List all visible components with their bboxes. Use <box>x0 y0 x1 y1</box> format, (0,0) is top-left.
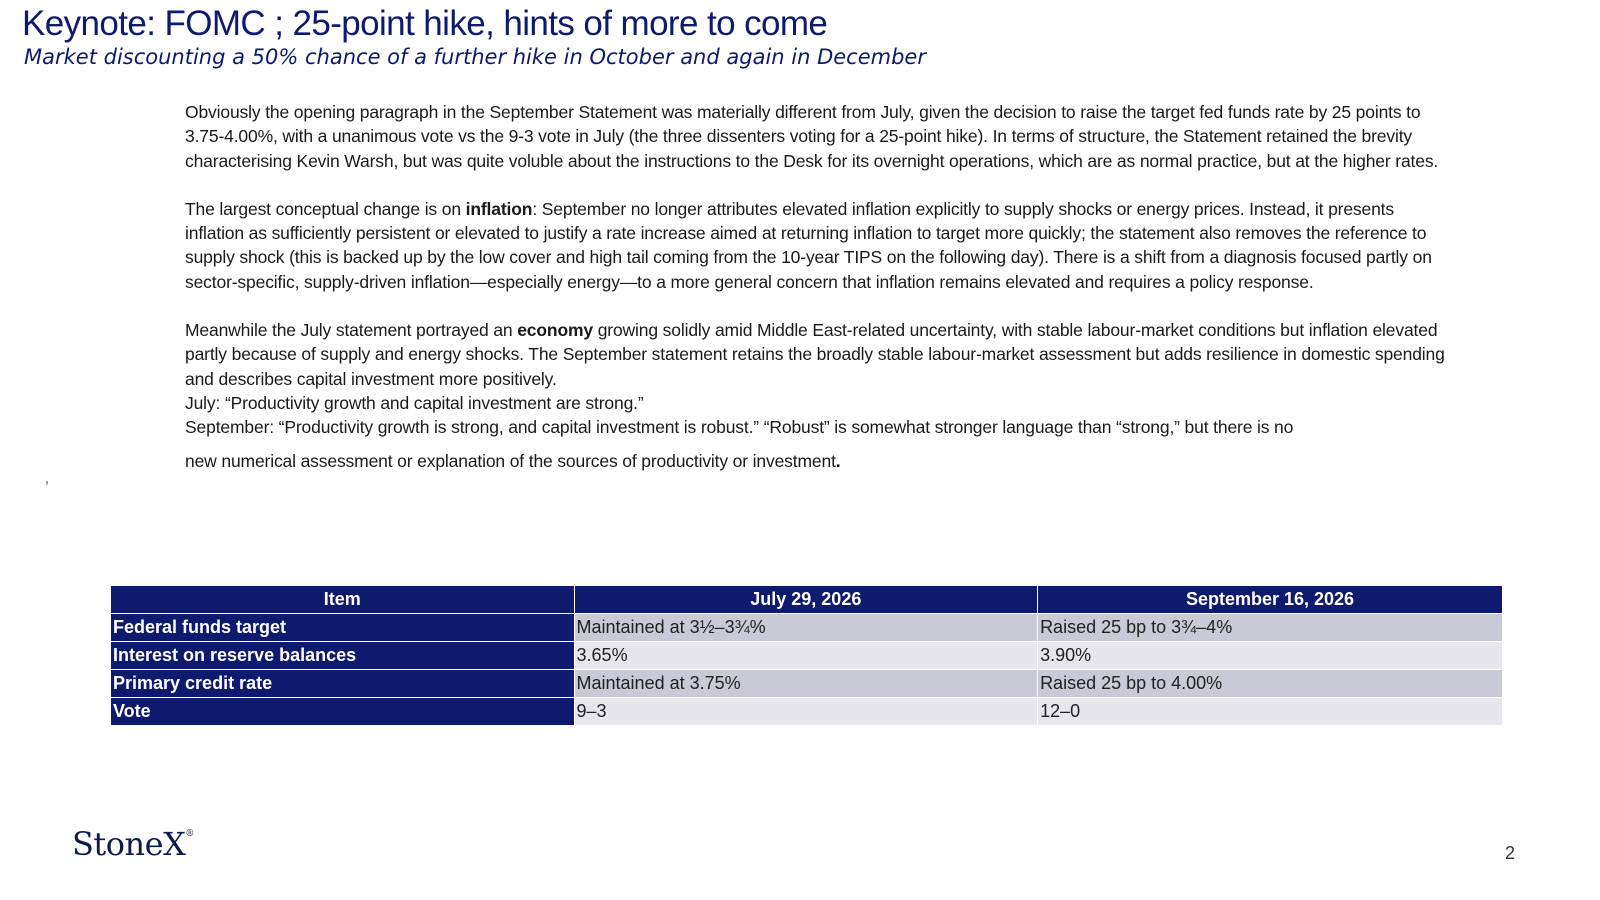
cell-july: 3.65% <box>574 642 1038 670</box>
comparison-table <box>110 585 1503 726</box>
closing-period: . <box>835 450 841 471</box>
cell-september: Raised 25 bp to 4.00% <box>1038 670 1503 698</box>
table-row <box>111 670 1503 698</box>
page-subtitle: Market discounting a 50% chance of a further hike in October and again in December <box>24 45 926 69</box>
cell-september: 12–0 <box>1038 698 1503 726</box>
registered-mark: ® <box>185 829 194 839</box>
cell-july: Maintained at 3½–3¾% <box>574 614 1038 642</box>
inflation-body: : September no longer attributes elevated inflation explicitly to supply shocks or energy prices. Instead, it presents inflation as sufficiently persistent or elevated to justify a rate increase aimed at returning inflation to target more quickly; the statement also removes the reference to supply shock (this is backed up by the low cover and high tail coming from the 10-year TIPS on the following day). There is a shift from a diagnosis focused partly on sector-specific, supply-driven inflation—especially energy—to a more general concern that inflation remains elevated and requires a policy response. <box>185 198 1432 292</box>
inflation-keyword: inflation <box>465 198 533 219</box>
header-september: September 16, 2026 <box>1038 586 1503 614</box>
table-header-row <box>111 586 1503 614</box>
paragraph-closing <box>185 449 1445 473</box>
cell-july: Maintained at 3.75% <box>574 670 1038 698</box>
row-label: Federal funds target <box>111 614 575 642</box>
cell-september: 3.90% <box>1038 642 1503 670</box>
paragraph-inflation <box>185 197 1445 294</box>
cell-july: 9–3 <box>574 698 1038 726</box>
row-label: Primary credit rate <box>111 670 575 698</box>
table-row <box>111 614 1503 642</box>
economy-body: growing solidly amid Middle East-related uncertainty, with stable labour-market conditions but inflation elevated partly because of supply and energy shocks. The September statement retains the broadly stable labour-market assessment but adds resilience in domestic spending and describes capital investment more positively. <box>185 320 1445 389</box>
economy-keyword: economy <box>517 320 593 341</box>
header-item: Item <box>111 586 575 614</box>
september-quote: September: “Productivity growth is strong, and capital investment is robust.” “Robust” is somewhat stronger language than “strong,” but there is no <box>185 417 1294 438</box>
row-label: Interest on reserve balances <box>111 642 575 670</box>
stonex-logo <box>72 825 194 863</box>
stray-mark: , <box>45 470 49 486</box>
body-text <box>185 100 1445 473</box>
table-row <box>111 642 1503 670</box>
table-row <box>111 698 1503 726</box>
inflation-lead: The largest conceptual change is on <box>185 198 466 219</box>
header-july: July 29, 2026 <box>574 586 1038 614</box>
closing-text: new numerical assessment or explanation of the sources of productivity or investment <box>185 450 836 471</box>
economy-lead: Meanwhile the July statement portrayed an <box>185 320 518 341</box>
cell-september: Raised 25 bp to 3¾–4% <box>1038 614 1503 642</box>
page-title: Keynote: FOMC ; 25-point hike, hints of more to come <box>22 4 828 43</box>
paragraph-economy <box>185 318 1445 391</box>
july-quote: July: “Productivity growth and capital investment are strong.” <box>185 392 644 413</box>
row-label: Vote <box>111 698 575 726</box>
logo-wordmark: StoneX <box>72 825 186 863</box>
paragraph-opening: Obviously the opening paragraph in the September Statement was materially different from July, given the decision to raise the target fed funds rate by 25 points to 3.75-4.00%, with a unanimous vote vs the 9-3 vote in July (the three dissenters voting for a 25-point hike). In terms of structure, the Statement retained the brevity characterising Kevin Warsh, but was quite voluble about the instructions to the Desk for its overnight operations, which are as normal practice, but at the higher rates. <box>185 102 1439 171</box>
page-number: 2 <box>1505 843 1516 863</box>
